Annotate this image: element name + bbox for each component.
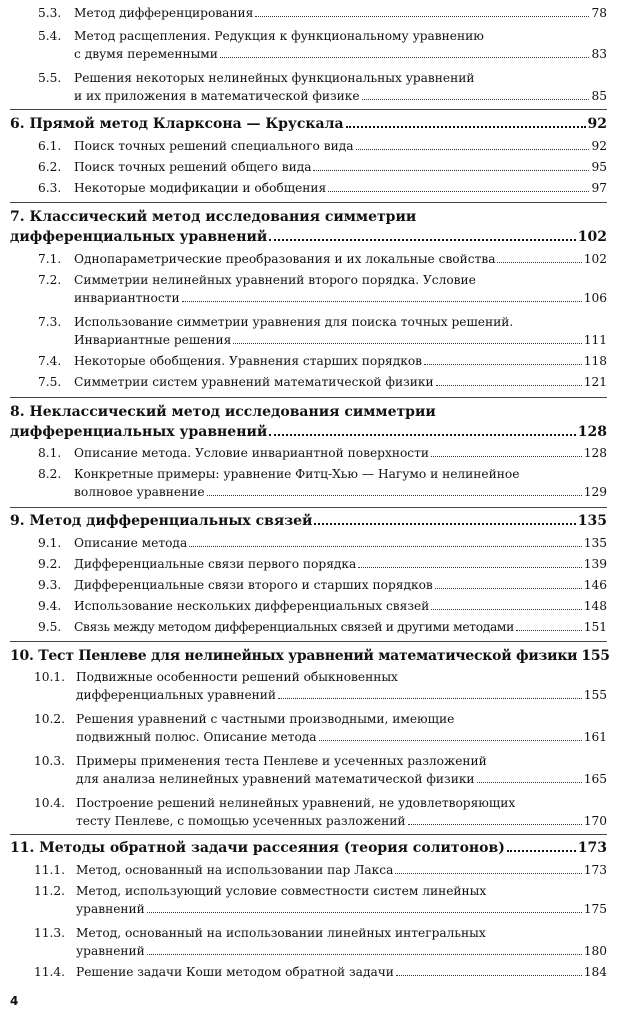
entry-number: 5.4. xyxy=(38,29,62,43)
entry-number: 11.4. xyxy=(34,965,66,979)
toc-chapter-8[interactable] xyxy=(10,424,607,440)
toc-entry-10-3-line1 xyxy=(34,754,487,768)
entry-page: 97 xyxy=(591,181,607,195)
chapter-7-line1: 7. Классический метод исследования симметрии xyxy=(10,209,417,225)
entry-number: 9.3. xyxy=(38,578,62,592)
page-number: 4 xyxy=(10,994,19,1008)
toc-entry-11-2[interactable] xyxy=(10,902,607,916)
entry-page: 170 xyxy=(583,814,607,828)
entry-title: Решения некоторых нелинейных функциональных уравнений xyxy=(74,71,475,85)
dot-leader xyxy=(356,149,590,150)
entry-number: 5.3. xyxy=(38,6,62,20)
dot-leader xyxy=(516,630,582,631)
entry-number: 7.1. xyxy=(38,252,62,266)
chapter-title: 10. Тест Пенлеве для нелинейных уравнений математической физики xyxy=(10,648,578,664)
entry-title-cont: подвижный полюс. Описание метода xyxy=(76,730,317,744)
toc-entry-7-5[interactable] xyxy=(10,375,607,389)
entry-number: 7.5. xyxy=(38,375,62,389)
toc-entry-10-2-line1 xyxy=(34,712,455,726)
entry-title-cont: инвариантности xyxy=(74,291,180,305)
chapter-title: 9. Метод дифференциальных связей xyxy=(10,513,313,529)
chapter-title-cont: дифференциальных уравнений xyxy=(10,229,268,245)
entry-title: Использование симметрии уравнения для поиска точных решений. xyxy=(74,315,514,329)
entry-title-cont: и их приложения в математической физике xyxy=(74,89,360,103)
entry-number: 8.1. xyxy=(38,446,62,460)
toc-entry-6-3[interactable] xyxy=(10,181,607,195)
toc-entry-10-1-line1 xyxy=(34,670,398,684)
dot-leader xyxy=(358,567,581,568)
toc-entry-11-2-line1 xyxy=(34,884,487,898)
entry-number: 9.5. xyxy=(38,620,62,634)
toc-entry-11-4[interactable] xyxy=(10,965,607,979)
toc-entry-7-2-line1 xyxy=(38,273,476,287)
entry-title: Поиск точных решений специального вида xyxy=(74,139,354,153)
entry-page: 129 xyxy=(583,485,607,499)
entry-title: Однопараметрические преобразования и их локальные свойства xyxy=(74,252,496,266)
entry-title-cont: тесту Пенлеве, с помощью усеченных разложений xyxy=(76,814,406,828)
toc-entry-5-4[interactable] xyxy=(10,47,607,61)
entry-number: 10.2. xyxy=(34,712,66,726)
toc-chapter-9[interactable] xyxy=(10,513,607,529)
dot-leader xyxy=(147,912,582,913)
entry-page: 173 xyxy=(583,863,607,877)
entry-number: 11.1. xyxy=(34,863,66,877)
entry-page: 92 xyxy=(591,139,607,153)
entry-title: Метод, основанный на использовании пар Лакса xyxy=(76,863,394,877)
toc-entry-5-3[interactable] xyxy=(10,6,607,20)
dot-leader xyxy=(269,239,576,241)
entry-title: Связь между методом дифференциальных связей и другими методами xyxy=(74,620,514,634)
toc-entry-7-3[interactable] xyxy=(10,333,607,347)
entry-page: 128 xyxy=(583,446,607,460)
entry-title-cont: уравнений xyxy=(76,902,145,916)
entry-page: 148 xyxy=(583,599,607,613)
chapter-page: 92 xyxy=(587,116,607,132)
toc-entry-11-3-line1 xyxy=(34,926,486,940)
chapter-title: 11. Методы обратной задачи рассеяния (теория солитонов) xyxy=(10,840,505,856)
dot-leader xyxy=(328,191,589,192)
entry-title-cont: дифференциальных уравнений xyxy=(76,688,277,702)
dot-leader xyxy=(424,364,582,365)
toc-chapter-10[interactable] xyxy=(10,648,610,664)
entry-number: 6.1. xyxy=(38,139,62,153)
entry-page: 111 xyxy=(583,333,607,347)
entry-page: 161 xyxy=(583,730,607,744)
entry-number: 11.2. xyxy=(34,884,66,898)
entry-title: Дифференциальные связи первого порядка xyxy=(74,557,357,571)
entry-title: Подвижные особенности решений обыкновенных xyxy=(76,670,398,684)
entry-number: 9.4. xyxy=(38,599,62,613)
entry-page: 155 xyxy=(583,688,607,702)
section-divider xyxy=(10,834,607,835)
toc-entry-9-2[interactable] xyxy=(10,557,607,571)
entry-title-cont: Инвариантные решения xyxy=(74,333,232,347)
entry-page: 180 xyxy=(583,944,607,958)
toc-entry-6-2[interactable] xyxy=(10,160,607,174)
toc-entry-11-1[interactable] xyxy=(10,863,607,877)
entry-page: 121 xyxy=(583,375,607,389)
entry-title-cont: с двумя переменными xyxy=(74,47,218,61)
dot-leader xyxy=(408,824,582,825)
entry-title-cont: для анализа нелинейных уравнений математической физики xyxy=(76,772,475,786)
dot-leader xyxy=(395,873,581,874)
chapter-page: 102 xyxy=(577,229,607,245)
dot-leader xyxy=(477,782,582,783)
entry-page: 151 xyxy=(583,620,607,634)
chapter-page: 135 xyxy=(577,513,607,529)
entry-title: Симметрии нелинейных уравнений второго порядка. Условие xyxy=(74,273,476,287)
entry-title: Поиск точных решений общего вида xyxy=(74,160,312,174)
toc-entry-5-5[interactable] xyxy=(10,89,607,103)
entry-title: Метод расщепления. Редукция к функциональному уравнению xyxy=(74,29,484,43)
chapter-8-line1: 8. Неклассический метод исследования симметрии xyxy=(10,404,436,420)
dot-leader xyxy=(278,698,582,699)
entry-page: 118 xyxy=(583,354,607,368)
toc-entry-6-1[interactable] xyxy=(10,139,607,153)
dot-leader xyxy=(396,975,582,976)
dot-leader xyxy=(314,523,575,525)
entry-title: Метод дифференцирования xyxy=(74,6,254,20)
toc-entry-10-4-line1 xyxy=(34,796,516,810)
entry-title: Конкретные примеры: уравнение Фитц-Хью — Нагумо и нелинейное xyxy=(74,467,520,481)
entry-title: Построение решений нелинейных уравнений, не удовлетворяющих xyxy=(76,796,516,810)
entry-number: 9.2. xyxy=(38,557,62,571)
entry-title: Решения уравнений с частными производными, имеющие xyxy=(76,712,455,726)
entry-title: Симметрии систем уравнений математической физики xyxy=(74,375,434,389)
toc-entry-10-1[interactable] xyxy=(10,688,607,702)
dot-leader xyxy=(189,546,582,547)
entry-page: 184 xyxy=(583,965,607,979)
entry-page: 95 xyxy=(591,160,607,174)
chapter-page: 155 xyxy=(581,648,610,664)
toc-chapter-11[interactable] xyxy=(10,840,607,856)
dot-leader xyxy=(431,609,581,610)
entry-number: 10.1. xyxy=(34,670,66,684)
section-divider xyxy=(10,507,607,508)
toc-entry-10-2[interactable] xyxy=(10,730,607,744)
entry-number: 9.1. xyxy=(38,536,62,550)
dot-leader xyxy=(319,740,582,741)
entry-number: 7.2. xyxy=(38,273,62,287)
dot-leader xyxy=(207,495,582,496)
entry-title: Примеры применения теста Пенлеве и усеченных разложений xyxy=(76,754,487,768)
dot-leader xyxy=(255,16,589,17)
dot-leader xyxy=(362,99,590,100)
entry-title: Использование нескольких дифференциальных связей xyxy=(74,599,430,613)
entry-title-cont: уравнений xyxy=(76,944,145,958)
dot-leader xyxy=(346,126,586,128)
toc-entry-7-4[interactable] xyxy=(10,354,607,368)
dot-leader xyxy=(507,850,576,852)
entry-number: 10.4. xyxy=(34,796,66,810)
dot-leader xyxy=(431,456,582,457)
toc-entry-9-4[interactable] xyxy=(10,599,607,613)
section-divider xyxy=(10,397,607,398)
toc-entry-7-1[interactable] xyxy=(10,252,607,266)
dot-leader xyxy=(436,385,582,386)
entry-page: 175 xyxy=(583,902,607,916)
entry-title: Дифференциальные связи второго и старших порядков xyxy=(74,578,433,592)
entry-page: 83 xyxy=(591,47,607,61)
dot-leader xyxy=(497,262,581,263)
dot-leader xyxy=(233,343,581,344)
entry-number: 6.3. xyxy=(38,181,62,195)
toc-entry-10-3[interactable] xyxy=(10,772,607,786)
section-divider xyxy=(10,202,607,203)
entry-title-cont: волновое уравнение xyxy=(74,485,205,499)
entry-number: 7.4. xyxy=(38,354,62,368)
toc-entry-7-3-line1 xyxy=(38,315,514,329)
entry-page: 146 xyxy=(583,578,607,592)
chapter-title-cont: дифференциальных уравнений xyxy=(10,424,268,440)
dot-leader xyxy=(313,170,589,171)
dot-leader xyxy=(182,301,582,302)
entry-page: 135 xyxy=(583,536,607,550)
toc-entry-7-2[interactable] xyxy=(10,291,607,305)
entry-title: Описание метода xyxy=(74,536,188,550)
entry-number: 5.5. xyxy=(38,71,62,85)
toc-entry-9-1[interactable] xyxy=(10,536,607,550)
toc-entry-9-3[interactable] xyxy=(10,578,607,592)
entry-title: Описание метода. Условие инвариантной поверхности xyxy=(74,446,429,460)
toc-entry-8-2-line1 xyxy=(38,467,520,481)
toc-chapter-6[interactable] xyxy=(10,116,607,132)
entry-number: 8.2. xyxy=(38,467,62,481)
dot-leader xyxy=(435,588,582,589)
entry-number: 7.3. xyxy=(38,315,62,329)
chapter-page: 173 xyxy=(577,840,607,856)
entry-page: 85 xyxy=(591,89,607,103)
chapter-title: 6. Прямой метод Кларксона — Крускала xyxy=(10,116,344,132)
entry-number: 10.3. xyxy=(34,754,66,768)
toc-chapter-7[interactable] xyxy=(10,229,607,245)
entry-page: 106 xyxy=(583,291,607,305)
entry-page: 165 xyxy=(583,772,607,786)
dot-leader xyxy=(220,57,590,58)
entry-page: 78 xyxy=(591,6,607,20)
entry-number: 11.3. xyxy=(34,926,66,940)
entry-title: Метод, основанный на использовании линейных интегральных xyxy=(76,926,486,940)
toc-entry-5-3-line1 xyxy=(38,29,484,43)
entry-title: Метод, использующий условие совместности систем линейных xyxy=(76,884,487,898)
toc-entry-8-1[interactable] xyxy=(10,446,607,460)
toc-entry-11-3[interactable] xyxy=(10,944,607,958)
section-divider xyxy=(10,109,607,110)
entry-title: Некоторые модификации и обобщения xyxy=(74,181,327,195)
section-divider xyxy=(10,641,607,642)
chapter-page: 128 xyxy=(577,424,607,440)
entry-page: 102 xyxy=(583,252,607,266)
dot-leader xyxy=(269,434,576,436)
toc-entry-8-2[interactable] xyxy=(10,485,607,499)
toc-entry-10-4[interactable] xyxy=(10,814,607,828)
entry-number: 6.2. xyxy=(38,160,62,174)
entry-title: Решение задачи Коши методом обратной задачи xyxy=(76,965,394,979)
entry-page: 139 xyxy=(583,557,607,571)
entry-title: Некоторые обобщения. Уравнения старших порядков xyxy=(74,354,423,368)
dot-leader xyxy=(147,954,582,955)
toc-entry-5-5-line1 xyxy=(38,71,475,85)
toc-entry-9-5[interactable] xyxy=(10,620,607,634)
